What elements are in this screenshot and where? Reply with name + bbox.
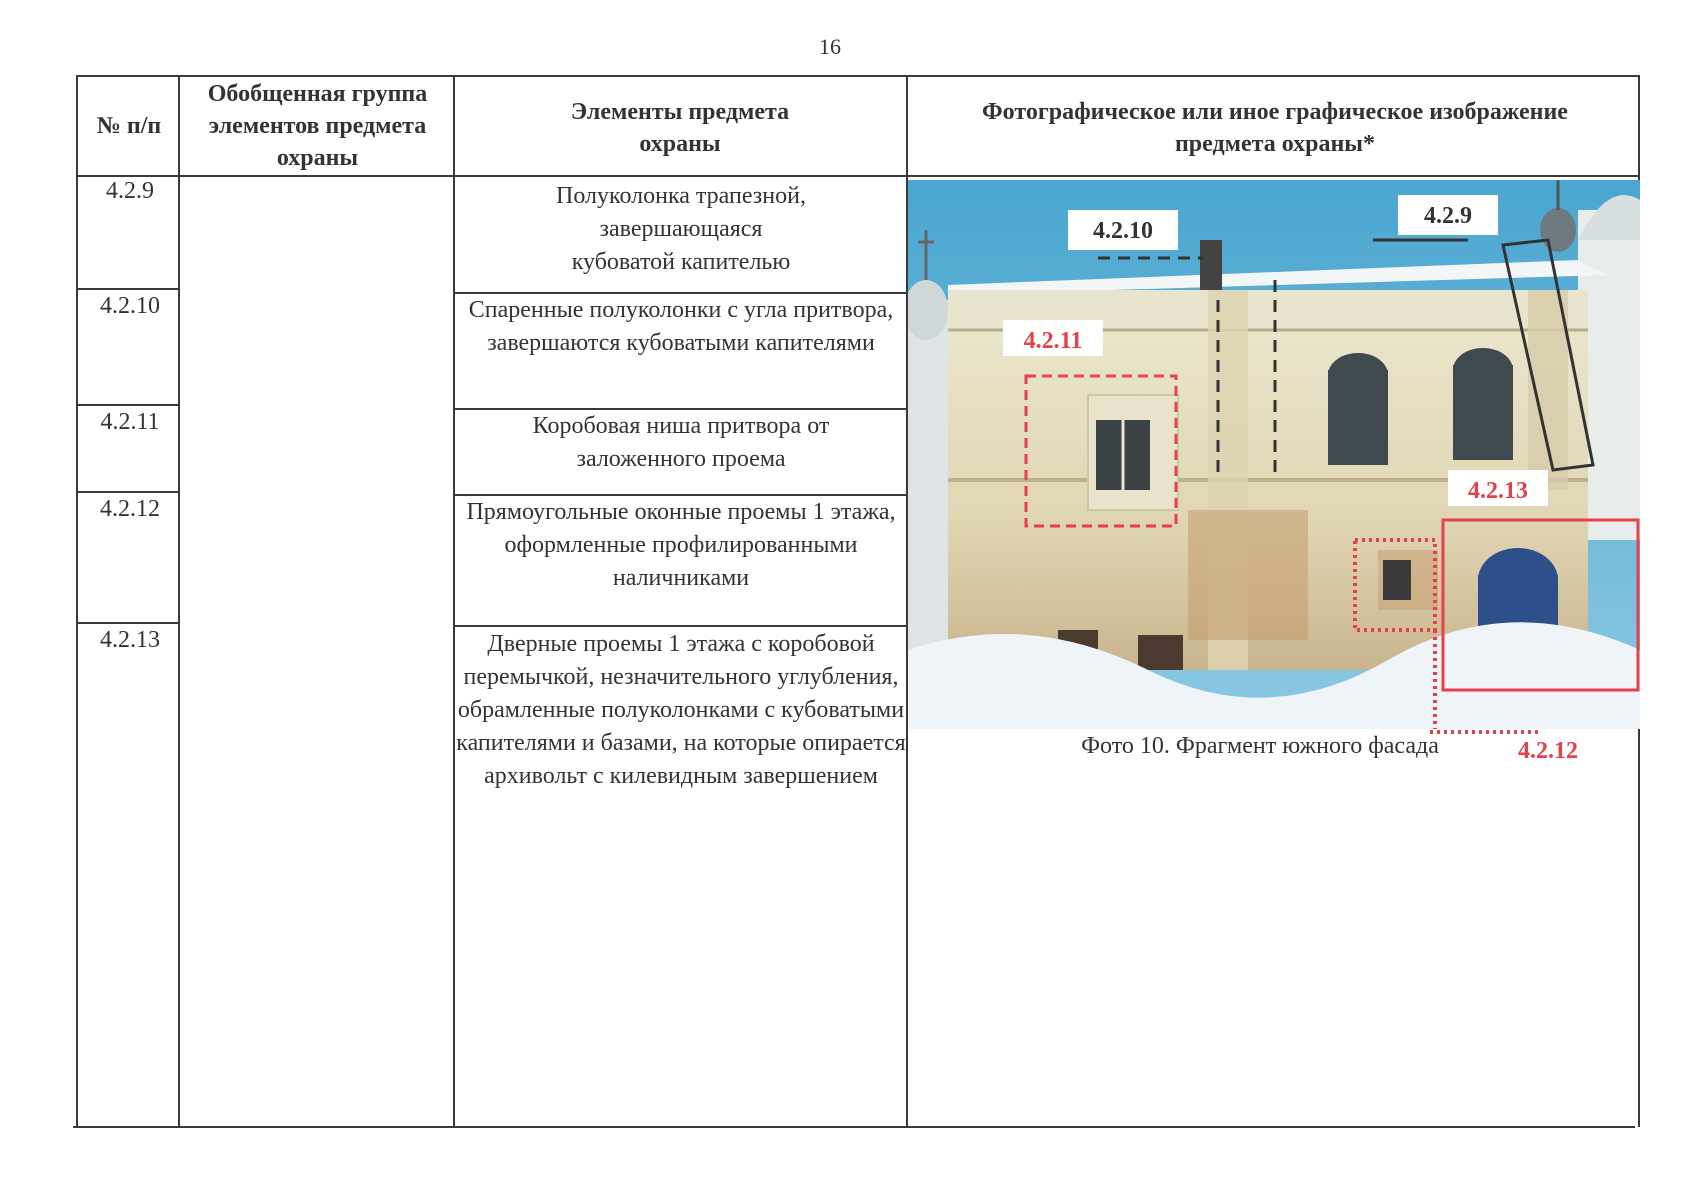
header-image: Фотографическое или иное графическое изображение предмета охраны* — [982, 99, 1568, 157]
row-divider-num — [78, 288, 179, 290]
header-num: № п/п — [96, 113, 162, 139]
element-description: Коробовая ниша притвора от заложенного проема — [532, 413, 830, 472]
element-description: Прямоугольные оконные проемы 1 этажа, оформленные профилированными наличниками — [466, 499, 896, 591]
facade-photo — [908, 180, 1640, 729]
row-divider-elements — [455, 625, 907, 627]
column-divider-num — [178, 75, 180, 1127]
element-description: Дверные проемы 1 этажа с коробовой перемычкой, незначительного углубления, обрамленные полуколонками с кубоватыми капителями и базами, на которые опирается архивольт с килевидным завершением — [456, 631, 906, 789]
header-elements: Элементы предмета охраны — [570, 99, 790, 157]
label-4-2-11: 4.2.11 — [1023, 328, 1083, 354]
row-number: 4.2.9 — [106, 178, 154, 204]
photo-caption: Фото 10. Фрагмент южного фасада — [1081, 733, 1439, 759]
label-4-2-12: 4.2.12 — [1518, 738, 1578, 764]
table-border-top — [78, 75, 1640, 77]
element-description: Спаренные полуколонки с угла притвора, завершаются кубоватыми капителями — [468, 297, 894, 356]
row-divider-num — [78, 622, 179, 624]
annotation-dotted-underline — [1430, 728, 1540, 736]
column-divider-group — [453, 75, 455, 1127]
header-group: Обобщенная группа элементов предмета охраны — [207, 81, 428, 171]
row-number: 4.2.11 — [100, 409, 160, 435]
label-4-2-10: 4.2.10 — [1093, 218, 1153, 244]
element-description: Полуколонка трапезной, завершающаяся кубоватой капителью — [556, 183, 806, 275]
table-border-bottom — [73, 1126, 1635, 1128]
page-number: 16 — [819, 34, 841, 59]
row-divider-num — [78, 491, 179, 493]
row-number: 4.2.13 — [100, 627, 160, 653]
row-number: 4.2.10 — [100, 293, 160, 319]
row-number: 4.2.12 — [100, 496, 160, 522]
label-4-2-9: 4.2.9 — [1424, 203, 1472, 229]
small-window — [1383, 560, 1411, 600]
table-border-left — [76, 75, 78, 1127]
row-divider-num — [78, 404, 179, 406]
label-4-2-13: 4.2.13 — [1468, 478, 1528, 504]
